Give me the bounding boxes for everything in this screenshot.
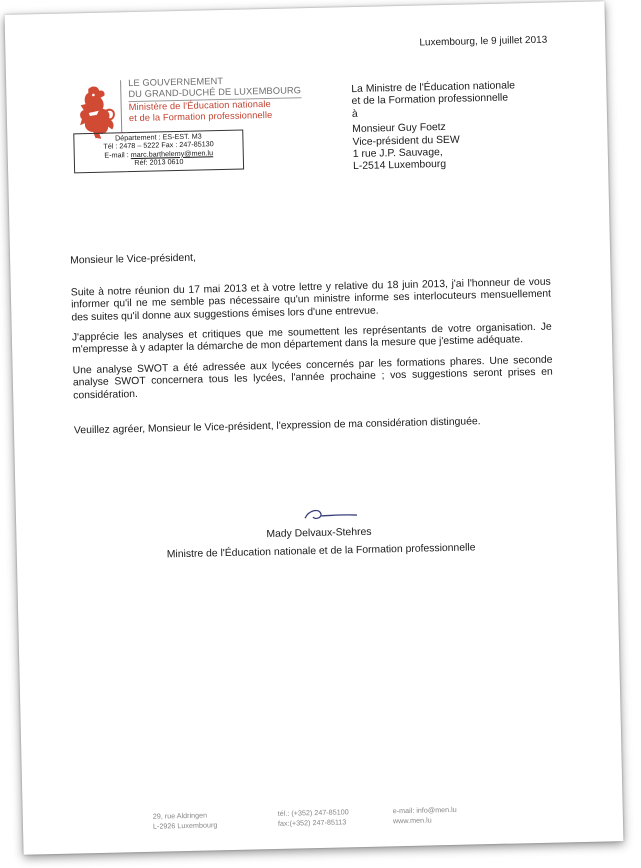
recipient-name: Monsieur Guy Foetz [352,122,446,136]
reference-box [73,130,244,174]
letter-page [5,1,624,854]
ministry-line-2: et de la Formation professionnelle [128,109,273,124]
footer-web[interactable]: www.men.lu [392,814,432,825]
paragraph-1: Suite à notre réunion du 17 mai 2013 et à votre lettre y relative du 18 juin 2013, j'ai l'honneur de vous informer qu'il ne me semble pas nécessaire qu'un ministre informe ses interlocuteurs mensuellement des suites qu'il donne aux suggestions émises lors d'une entrevue. [70,276,552,324]
sender-line-1: La Ministre de l'Éducation nationale [351,80,516,96]
government-line-1: LE GOUVERNEMENT [128,75,224,89]
email-label: E-mail : [104,149,131,160]
government-header [128,74,302,124]
closing-paragraph: Veuillez agréer, Monsieur le Vice-président, l'expression de ma considération distinguée. [73,416,481,437]
to-word: à [351,108,358,121]
recipient-title: Vice-président du SEW [352,134,460,148]
footer-email[interactable]: e-mail: info@men.lu [392,804,457,816]
signatory-title: Ministre de l'Éducation nationale et de la Formation professionnelle [166,542,476,561]
footer-contact [393,805,457,825]
footer-phone [278,807,349,828]
recipient-city: L-2514 Luxembourg [352,159,447,173]
paragraph-3: Une analyse SWOT a été adressée aux lycées concernés par les formations phares. Une seconde analyse SWOT concernera tous les lycées, l'année prochaine ; vos suggestions seront prises en considération. [72,354,553,402]
letter-date: Luxembourg, le 9 juillet 2013 [419,34,548,49]
sender-block [351,80,515,108]
department-ref: Département : ES-EST. M3 [114,131,202,143]
footer-address [153,810,218,830]
email-link[interactable]: marc.barthelemy@men.lu [130,148,214,159]
government-line-2: DU GRAND-DUCHÉ DE LUXEMBOURG [128,85,301,102]
footer-fax: fax:(+352) 247-85113 [277,816,347,828]
signature-icon [301,503,361,526]
salutation: Monsieur le Vice-président, [70,252,196,267]
footer-tel: tél.: (+352) 247-85100 [277,807,349,818]
ministry-line-1: Ministère de l'Éducation nationale [128,98,271,113]
reference-number: Réf: 2013 0610 [134,157,184,168]
footer-address-1: 29, rue Aldringen [152,810,208,821]
recipient-block [352,107,461,174]
phone-fax: Tél : 2478 – 5222 Fax : 247-85130 [103,139,214,152]
recipient-street: 1 rue J.P. Sauvage, [352,146,443,160]
signatory-name: Mady Delvaux-Stehres [266,526,372,541]
header-divider [120,80,122,132]
footer-address-2: L-2926 Luxembourg [152,819,218,831]
sender-line-2: et de la Formation professionnelle [351,92,509,108]
paragraph-2: J'apprécie les analyses et critiques que me soumettent les représentants de votre organisation. Je m'empresse à y adapter la démarche de mon département dans la mesure que j'estime adéquate. [71,321,552,356]
